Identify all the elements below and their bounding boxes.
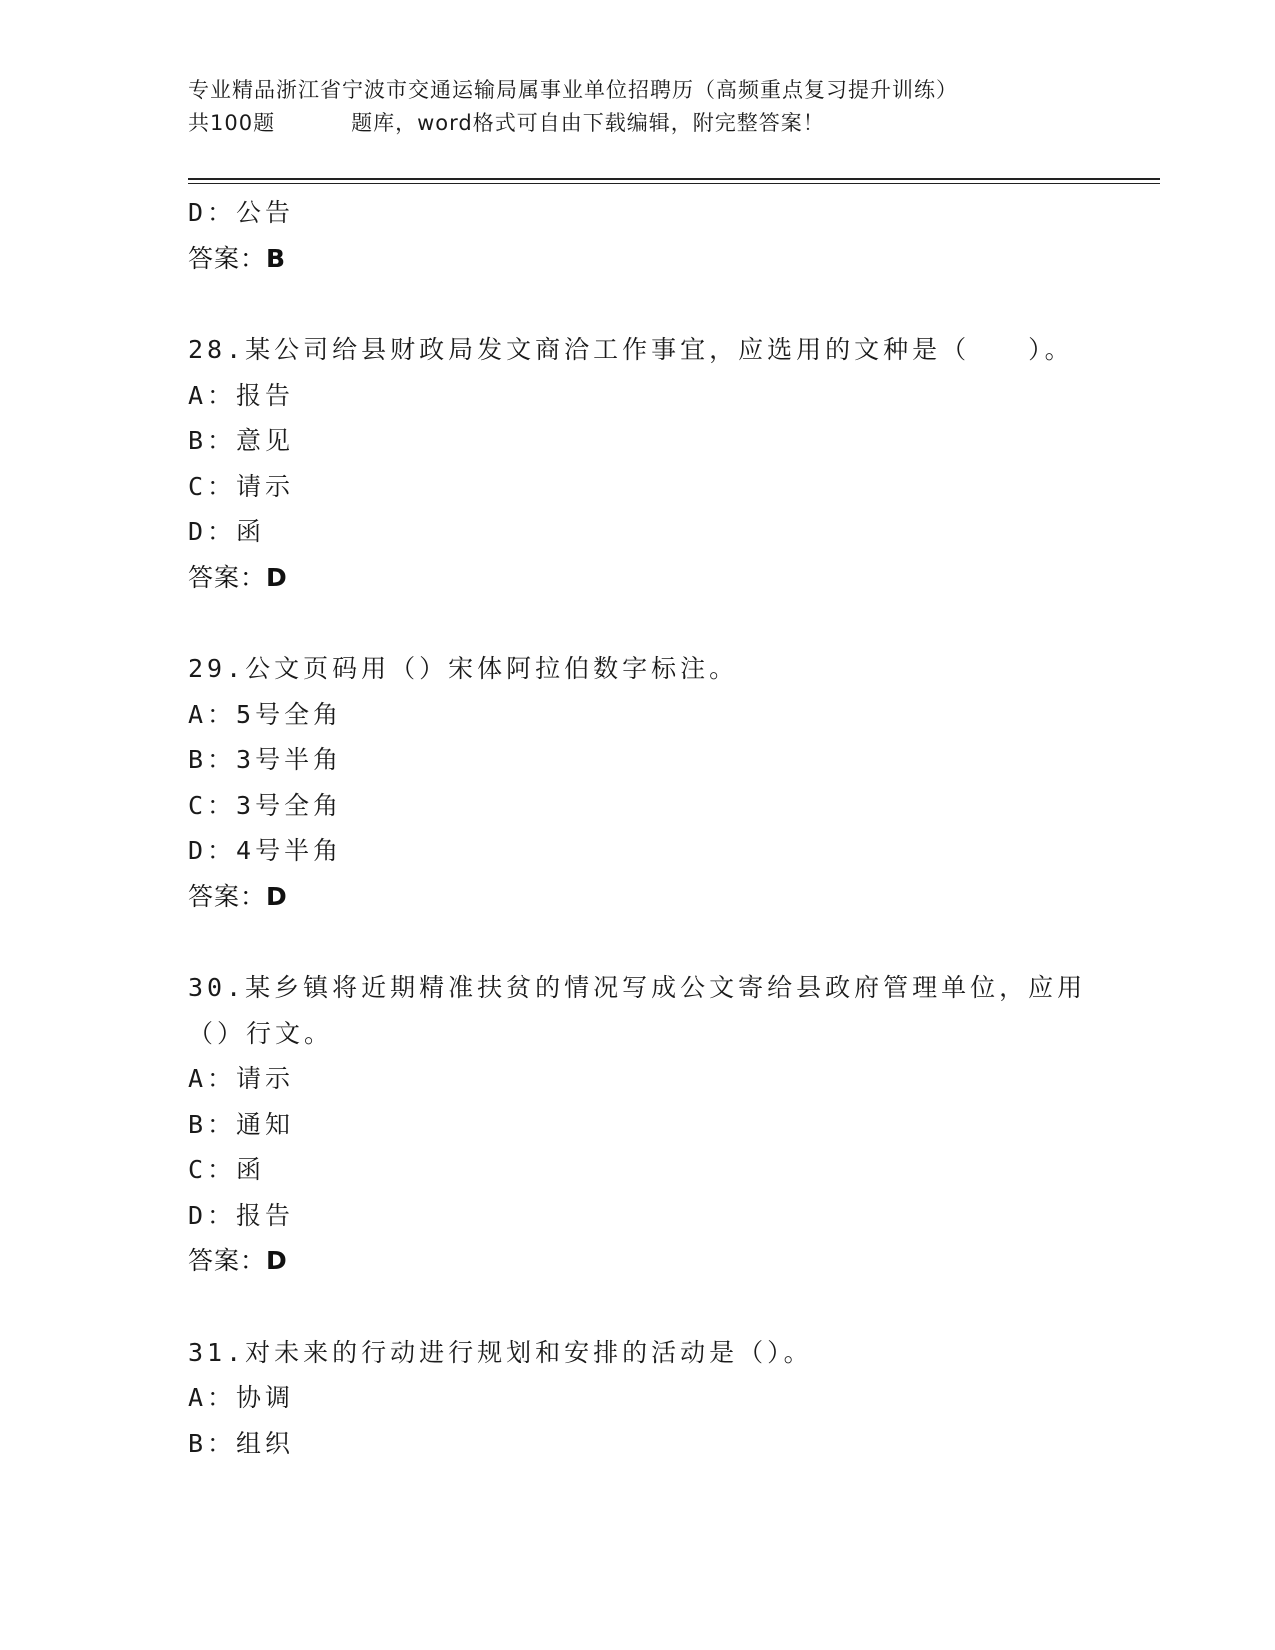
option-b: B：意见	[188, 426, 295, 455]
question-text: 对未来的行动进行规划和安排的活动是（）。	[245, 1337, 813, 1367]
question-text: 某乡镇将近期精准扶贫的情况写成公文寄给县政府管理单位，应用	[245, 973, 1087, 1002]
answer-line	[188, 555, 1088, 601]
answer-label: 答案：	[188, 881, 267, 911]
answer-value: B	[266, 243, 287, 273]
question-number: 29.	[188, 654, 246, 683]
header-title-line1: 专业精品浙江省宁波市交通运输局属事业单位招聘历（高频重点复习提升训练）	[188, 78, 958, 102]
answer-label: 答案：	[188, 1246, 267, 1275]
question-number: 31.	[188, 1337, 246, 1367]
option-b: B：组织	[188, 1428, 295, 1458]
option-a: A：协调	[188, 1383, 295, 1412]
answer-value: D	[266, 1246, 288, 1275]
page-header	[188, 74, 1088, 140]
answer-value: D	[266, 562, 288, 592]
option-d: D：4号半角	[188, 836, 343, 865]
answer-line	[188, 874, 1088, 920]
answer-line	[188, 236, 1088, 282]
option-c: C：3号全角	[188, 790, 343, 820]
question-text-continued: （）行文。	[188, 1018, 334, 1048]
answer-label: 答案：	[188, 243, 267, 273]
option-d: D：函	[188, 517, 266, 546]
option-a: A：请示	[188, 1064, 295, 1093]
option-c: C：函	[188, 1155, 266, 1184]
question-number: 28.	[188, 335, 246, 364]
answer-label: 答案：	[188, 562, 267, 592]
answer-value: D	[266, 881, 288, 911]
option-c: C：请示	[188, 471, 295, 501]
question-28	[188, 327, 1088, 373]
header-rule-thick	[188, 178, 1160, 180]
option-b: B：通知	[188, 1109, 295, 1139]
question-number: 30.	[188, 973, 246, 1002]
question-text: 公文页码用（）宋体阿拉伯数字标注。	[245, 654, 739, 683]
header-title-line2	[188, 107, 1088, 140]
question-29	[188, 646, 1088, 692]
option-a: A：报告	[188, 380, 295, 410]
question-text: 某公司给县财政局发文商洽工作事宜，应选用的文种是（ ）。	[245, 335, 1074, 364]
header-subtitle: 题库，word格式可自由下载编辑，附完整答案！	[351, 111, 825, 135]
question-30	[188, 965, 1088, 1011]
answer-line	[188, 1238, 1088, 1284]
question-31	[188, 1330, 1088, 1376]
option-d: D：报告	[188, 1200, 295, 1230]
header-count: 共100题	[188, 111, 276, 135]
header-rule-thin	[188, 183, 1160, 184]
question-list	[188, 190, 1088, 1466]
option-b: B：3号半角	[188, 745, 343, 774]
option-d: D：公告	[188, 198, 295, 227]
option-a: A：5号全角	[188, 699, 343, 729]
